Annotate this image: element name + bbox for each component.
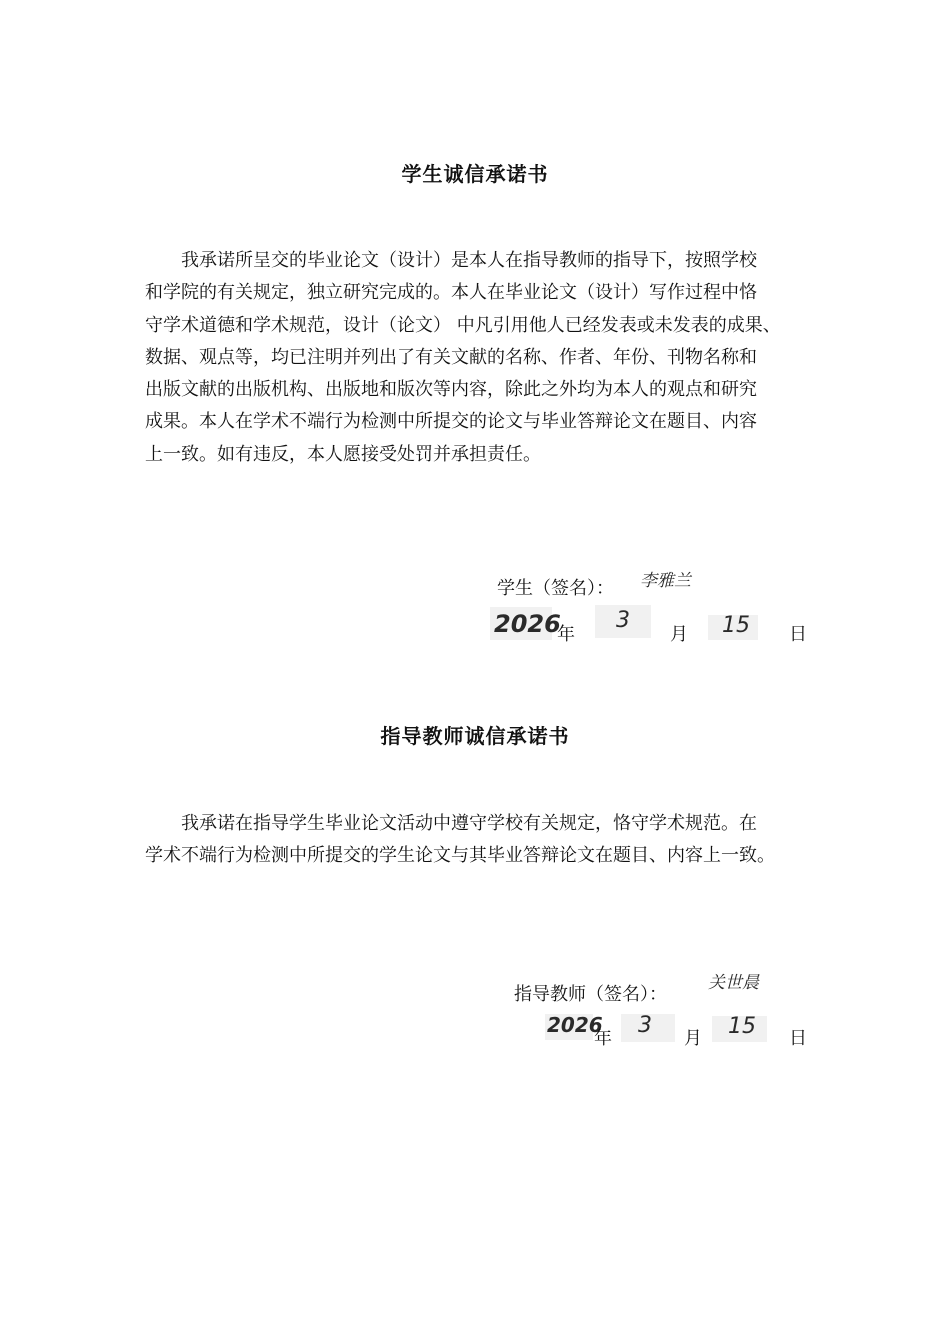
student-year-value: 2026 xyxy=(494,610,561,638)
student-pledge-line: 我承诺所呈交的毕业论文（设计）是本人在指导教师的指导下，按照学校 xyxy=(181,250,757,271)
advisor-pledge-body xyxy=(145,808,825,873)
student-month-unit: 月 xyxy=(670,624,688,645)
student-signature-label: 学生（签名）： xyxy=(497,578,614,599)
advisor-signature: 关世晨 xyxy=(708,973,759,993)
student-pledge-line: 和学院的有关规定，独立研究完成的。本人在毕业论文（设计）写作过程中恪 xyxy=(145,282,757,304)
student-year-unit: 年 xyxy=(557,624,575,645)
student-pledge-line: 守学术道德和学术规范，设计（论文） 中凡引用他人已经发表或未发表的成果、 xyxy=(145,314,781,336)
advisor-year-unit: 年 xyxy=(594,1028,612,1049)
advisor-pledge-line: 学术不端行为检测中所提交的学生论文与其毕业答辩论文在题目、内容上一致。 xyxy=(145,845,775,867)
student-pledge-line: 成果。本人在学术不端行为检测中所提交的论文与毕业答辩论文在题目、内容 xyxy=(145,411,757,433)
student-pledge-line: 上一致。如有违反，本人愿接受处罚并承担责任。 xyxy=(145,443,541,465)
advisor-day-unit: 日 xyxy=(789,1028,807,1049)
student-pledge-body xyxy=(145,245,825,471)
student-pledge-line: 数据、观点等，均已注明并列出了有关文献的名称、作者、年份、刊物名称和 xyxy=(145,346,757,368)
advisor-month-value: 3 xyxy=(638,1013,652,1038)
advisor-pledge-line: 我承诺在指导学生毕业论文活动中遵守学校有关规定，恪守学术规范。在 xyxy=(181,813,757,834)
advisor-signature-label: 指导教师（签名）： xyxy=(514,984,667,1005)
student-pledge-line: 出版文献的出版机构、出版地和版次等内容，除此之外均为本人的观点和研究 xyxy=(145,379,757,401)
advisor-pledge-title: 指导教师诚信承诺书 xyxy=(380,724,570,748)
advisor-month-unit: 月 xyxy=(684,1028,702,1049)
student-day-unit: 日 xyxy=(789,624,807,645)
student-day-value: 15 xyxy=(722,613,750,638)
advisor-day-value: 15 xyxy=(728,1014,756,1039)
student-month-value: 3 xyxy=(616,608,630,633)
advisor-year-value: 2026 xyxy=(547,1013,603,1037)
student-pledge-title: 学生诚信承诺书 xyxy=(401,162,549,186)
student-signature: 李雅兰 xyxy=(640,571,691,591)
